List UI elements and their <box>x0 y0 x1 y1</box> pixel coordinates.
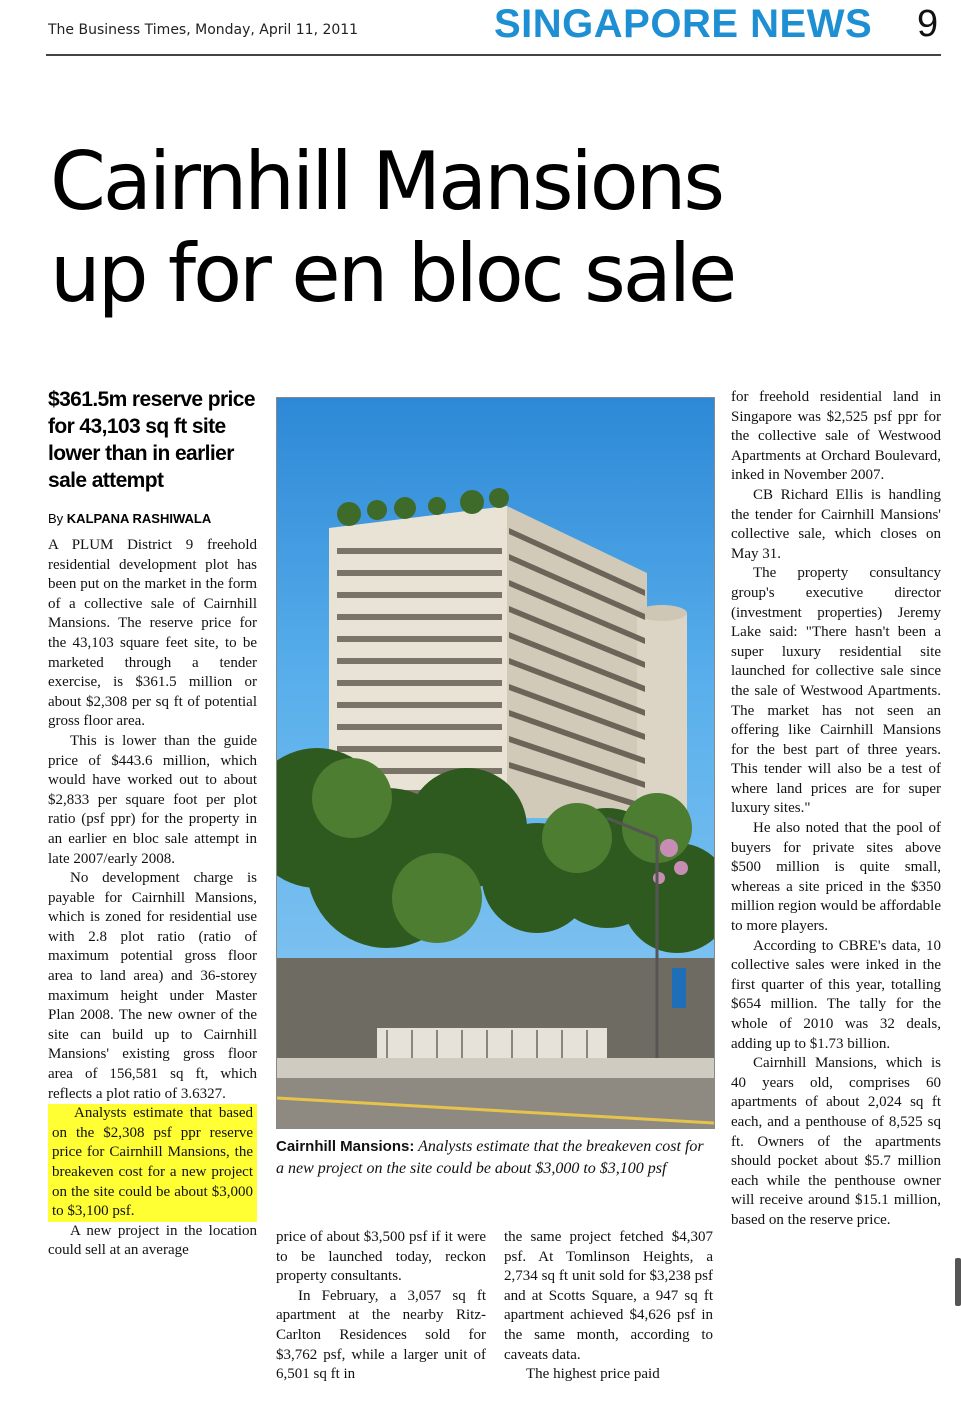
building-photo <box>276 397 715 1129</box>
paragraph: The property consultancy group's executive director (investment properties) Jeremy Lake said: "There hasn't been a super luxury residential site launched for collective sale since the sale of Westwood Apartments. The market has not seen an offering like Cairnhill Mansions for the best part of three years. This tender will also be a test of where land prices are for super luxury sites." <box>731 565 941 817</box>
paragraph: This is lower than the guide price of $443.6 million, which would have worked out to about $2,833 per square foot per plot ratio (psf ppr) for the property in an earlier en bloc sale attempt in late 2007/early 2008. <box>48 732 257 867</box>
paragraph: In February, a 3,057 sq ft apartment at the nearby Ritz-Carlton Residences sold for $3,762 psf, while a larger unit of 6,501 sq ft in <box>276 1287 486 1383</box>
paragraph: A PLUM District 9 freehold residential development plot has been put on the market in the form of a collective sale of Cairnhill Mansions. The reserve price for the 43,103 square feet site, to be marketed through a tender exercise, is $361.5 million or about $2,308 per sq ft of potential gross floor area. <box>48 537 257 730</box>
highlighted-paragraph: Analysts estimate that based on the $2,308 psf ppr reserve price for Cairnhill Mansions, the breakeven cost for a new project on the site could be about $3,000 to $3,100 psf. <box>48 1104 257 1222</box>
caption-text: Analysts estimate that the breakeven cost for a new project on the site could be about $3,000 to $3,100 psf <box>276 1138 704 1177</box>
paragraph: According to CBRE's data, 10 collective sales were inked in the first quarter of this year, totalling $654 million. The tally for the whole of 2010 was 32 deals, adding up to $1.73 billion. <box>731 937 941 1052</box>
paragraph: the same project fetched $4,307 psf. At Tomlinson Heights, a 2,734 sq ft unit sold for $3,238 psf and at Scotts Square, a 947 sq ft apartment achieved $4,626 psf in the same month, according to caveats data. <box>504 1229 713 1363</box>
byline <box>48 511 211 526</box>
paragraph: He also noted that the pool of buyers for private sites above $500 million is quite small, whereas a site priced in the $350 million region would be affordable to more players. <box>731 820 941 935</box>
cairnhill-mansions-image <box>277 398 714 1128</box>
headline-line-1: Cairnhill Mansions <box>50 135 723 228</box>
article-deck: $361.5m reserve price for 43,103 sq ft site lower than in earlier sale attempt <box>48 388 255 492</box>
publication-date-line: The Business Times, Monday, April 11, 2011 <box>48 22 359 38</box>
caption-lead: Cairnhill Mansions: <box>276 1138 415 1155</box>
section-title: SINGAPORE NEWS <box>494 2 873 46</box>
article-column-1 <box>48 536 257 1261</box>
photo-caption <box>276 1136 713 1180</box>
masthead-rule <box>46 54 941 56</box>
article-column-2 <box>276 1228 486 1385</box>
headline-line-2: up for en bloc sale <box>50 227 735 320</box>
paragraph: price of about $3,500 psf if it were to be launched today, reckon property consultants. <box>276 1229 486 1285</box>
page-number: 9 <box>917 3 939 45</box>
paragraph: The highest price paid <box>526 1366 660 1383</box>
paragraph: for freehold residential land in Singapore was $2,525 psf ppr for the collective sale of Westwood Apartments at Orchard Boulevard, inked in November 2007. <box>731 389 941 484</box>
paragraph: A new project in the location could sell at an average <box>48 1222 257 1259</box>
paragraph: No development charge is payable for Cairnhill Mansions, which is zoned for residential use with 2.8 plot ratio (ratio of maximum potential gross floor area to land area) and 36-storey maximum height under Master Plan 2008. The new owner of the site can build up to Cairnhill Mansions' existing gross floor area of 156,581 sq ft, which reflects a plot ratio of 3.6327. <box>48 870 257 1102</box>
article-headline <box>50 136 930 320</box>
article-column-3 <box>504 1228 713 1385</box>
byline-prefix: By <box>48 511 64 526</box>
scrollbar-thumb[interactable] <box>955 1258 961 1306</box>
paragraph: Cairnhill Mansions, which is 40 years old, comprises 60 apartments of about 2,024 sq ft each, and a penthouse of 8,525 sq ft. Owners of the apartments should pocket about $5.7 million each while the penthouse owner will receive around $15.1 million, based on the reserve price. <box>731 1055 941 1228</box>
article-column-4 <box>731 388 941 1231</box>
paragraph: CB Richard Ellis is handling the tender for Cairnhill Mansions' collective sale, which closes on May 31. <box>731 486 941 562</box>
byline-author: KALPANA RASHIWALA <box>66 511 212 526</box>
